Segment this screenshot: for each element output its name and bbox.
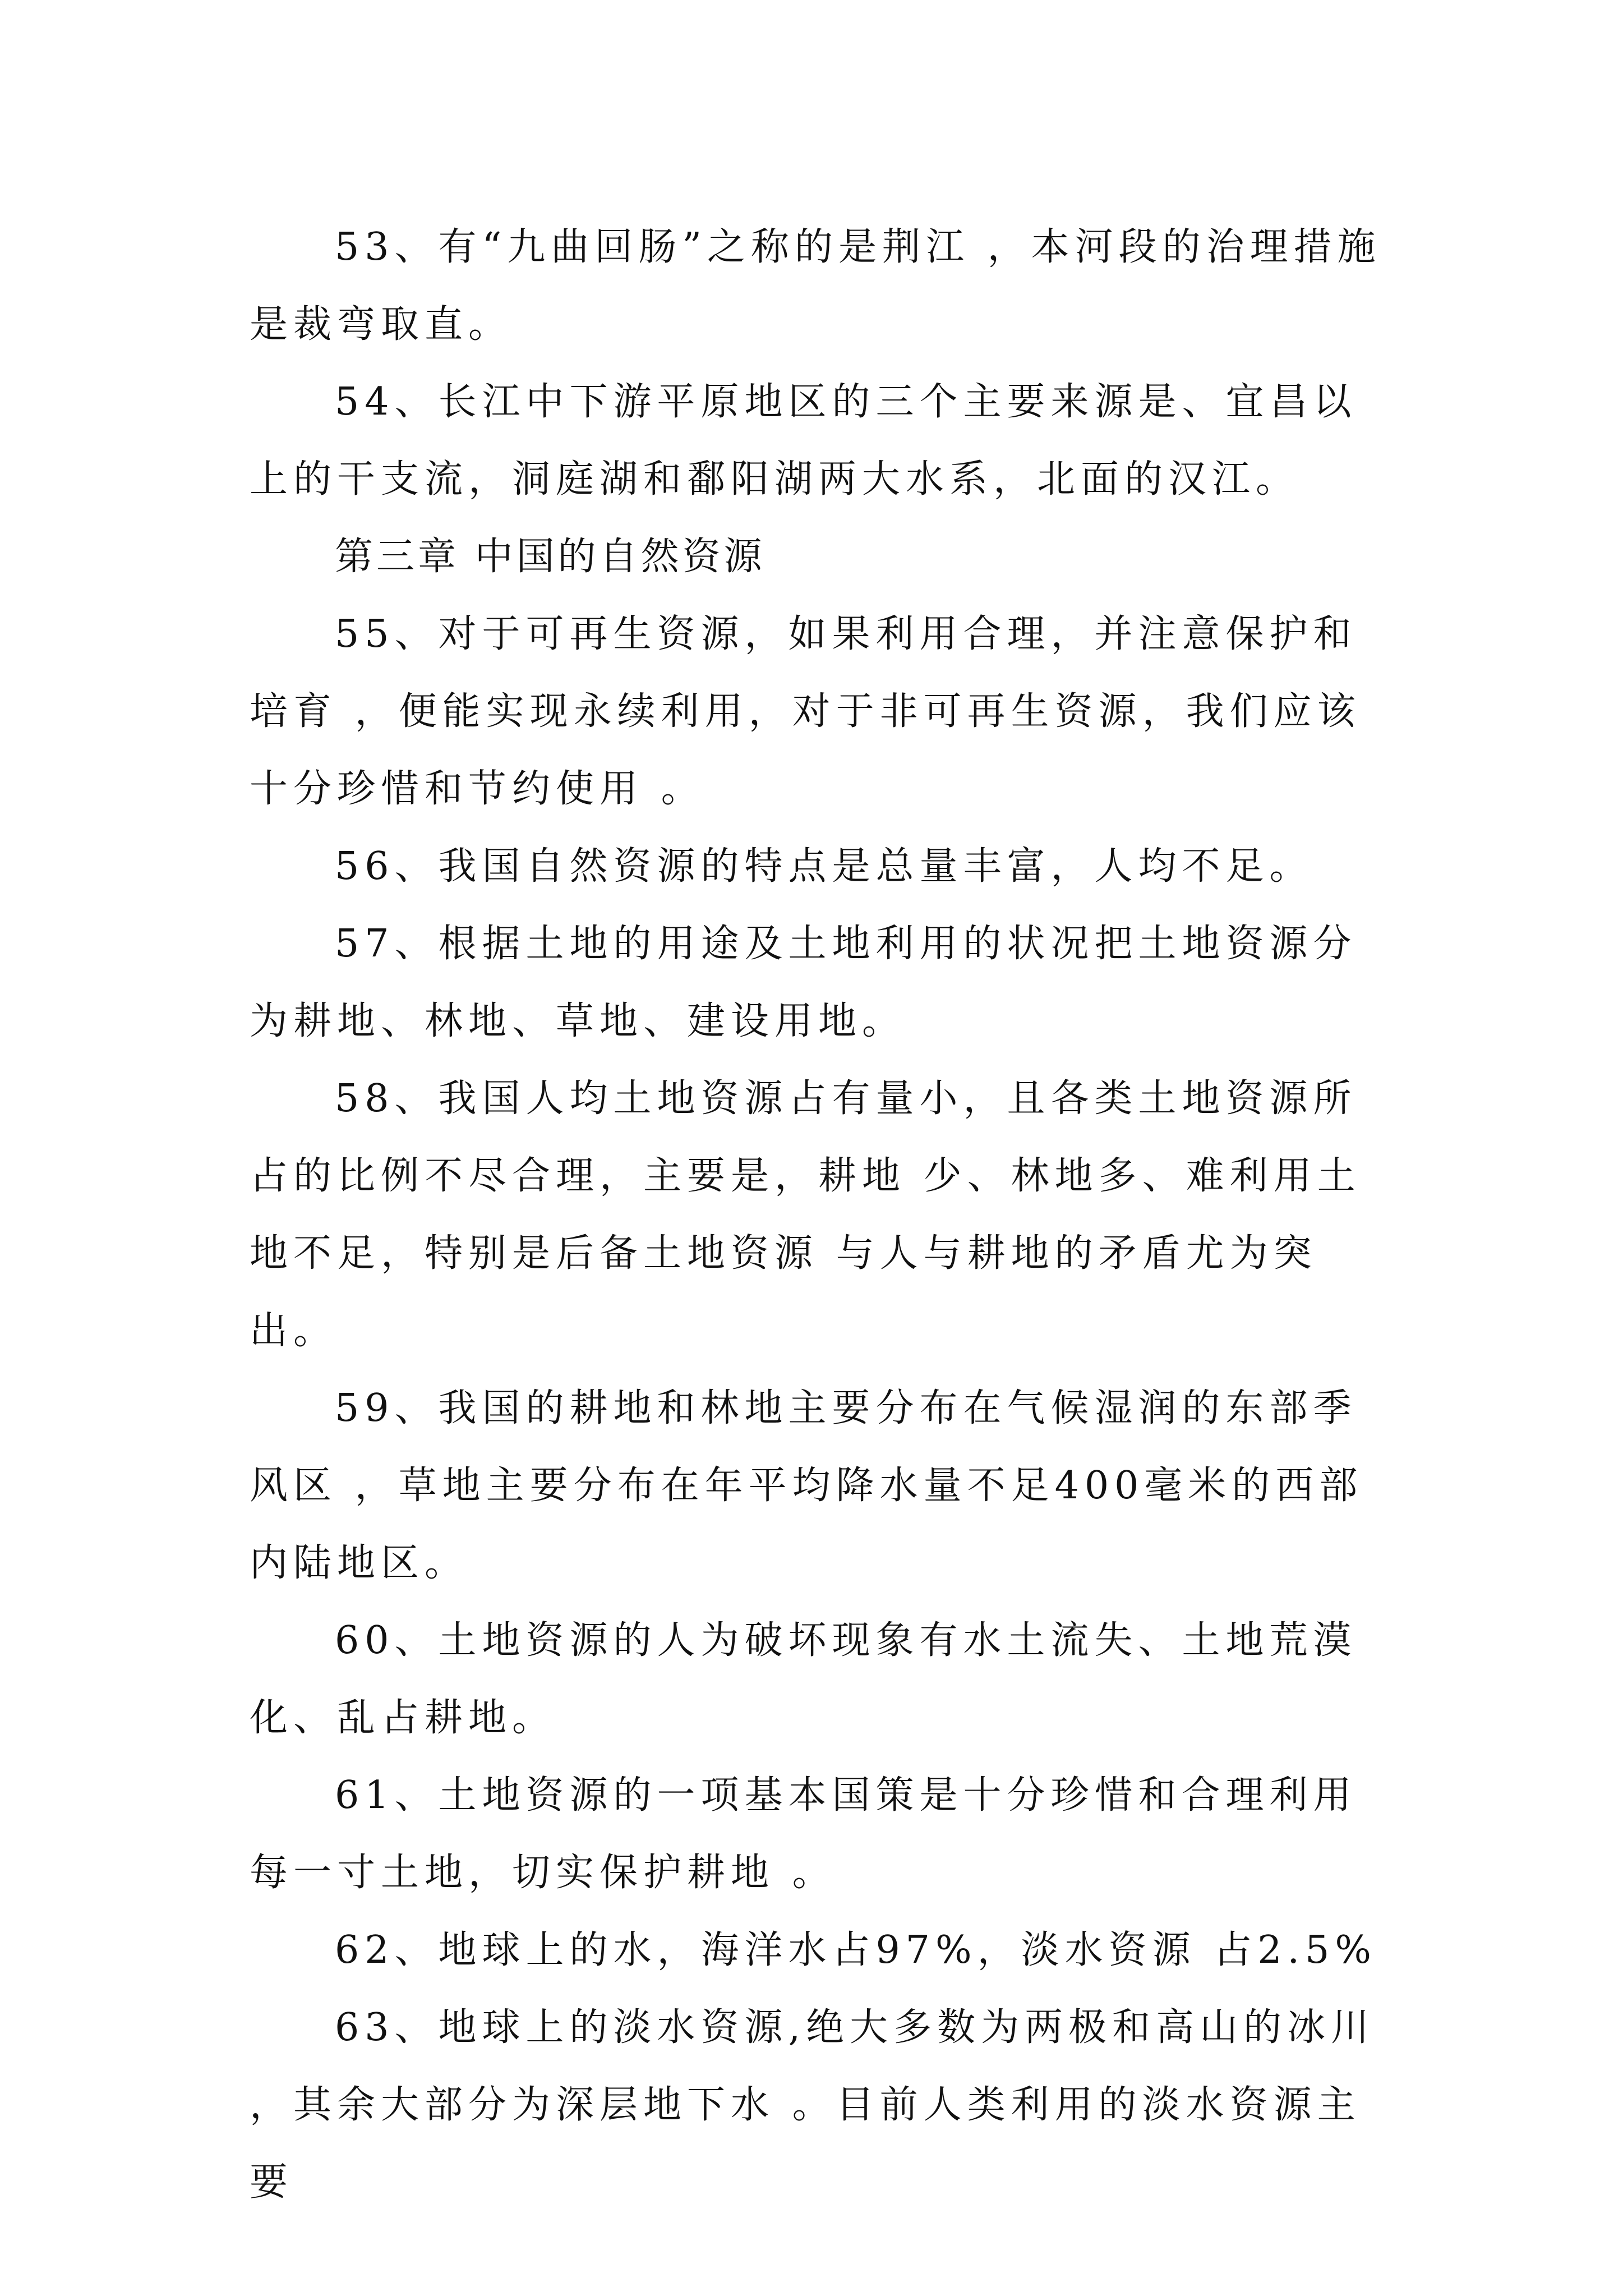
paragraph-54: 54、长江中下游平原地区的三个主要来源是、宜昌以上的干支流，洞庭湖和鄱阳湖两大水系，北面的汉江。	[250, 380, 1357, 501]
paragraph-59: 59、我国的耕地和林地主要分布在气候湿润的东部季风区 ，草地主要分布在年平均降水量不足400毫米的西部内陆地区。	[250, 1386, 1363, 1585]
paragraph-55: 55、对于可再生资源，如果利用合理，并注意保护和培育 ，便能实现永续利用，对于非可再生资源，我们应该十分珍惜和节约使用 。	[250, 612, 1361, 811]
paragraph-58: 58、我国人均土地资源占有量小，且各类土地资源所占的比例不尽合理，主要是，耕地 少、林地多、难利用土地不足，特别是后备土地资源 与人与耕地的矛盾尤为突出。	[250, 1076, 1361, 1353]
paragraph-57: 57、根据土地的用途及土地利用的状况把土地资源分为耕地、林地、草地、建设用地。	[250, 922, 1357, 1043]
paragraph-62: 62、地球上的水，海洋水占97%，淡水资源 占2.5%	[335, 1928, 1377, 1972]
paragraph-56: 56、我国自然资源的特点是总量丰富，人均不足。	[335, 844, 1313, 889]
paragraph-60: 60、土地资源的人为破坏现象有水土流失、土地荒漠化、乱占耕地。	[250, 1618, 1357, 1740]
paragraph-53: 53、有“九曲回肠”之称的是荆江 ，本河段的治理措施是裁弯取直。	[250, 225, 1381, 347]
paragraph-63: 63、地球上的淡水资源,绝大多数为两极和高山的冰川 ，其余大部分为深层地下水 。目前人类利用的淡水资源主要	[250, 2005, 1375, 2205]
chapter-heading: 第三章 中国的自然资源	[335, 535, 766, 579]
paragraph-61: 61、土地资源的一项基本国策是十分珍惜和合理利用每一寸土地，切实保护耕地 。	[250, 1773, 1357, 1895]
document-body	[250, 209, 1388, 2221]
